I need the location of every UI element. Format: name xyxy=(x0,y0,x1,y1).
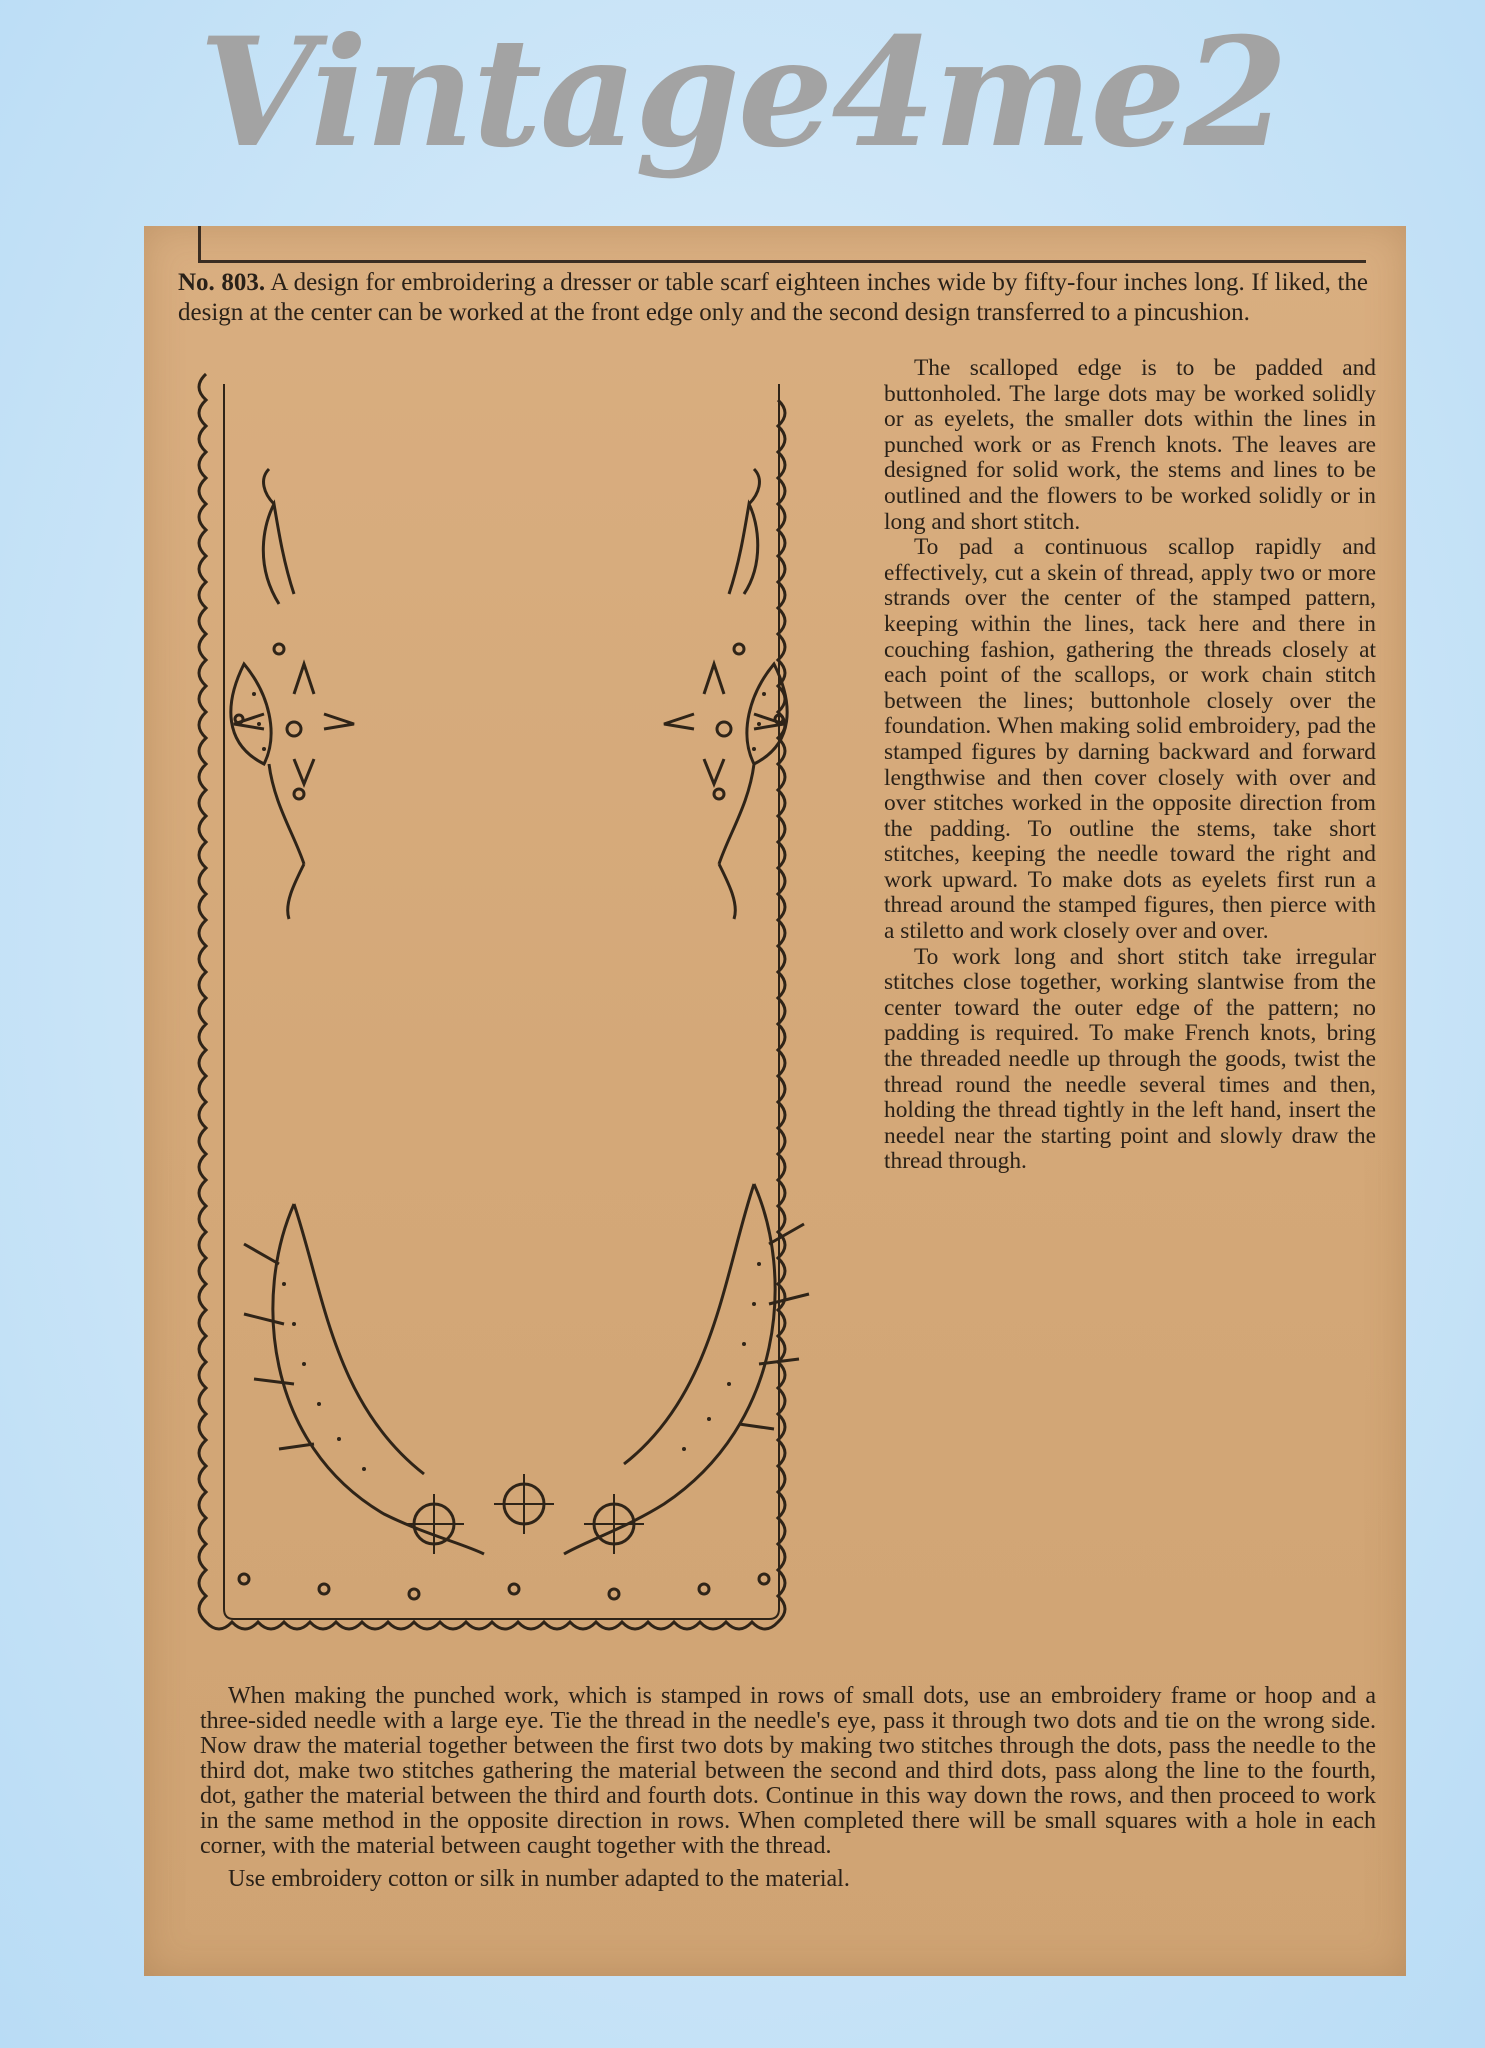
inner-border xyxy=(224,384,779,1619)
watermark-logo: Vintage4me2 xyxy=(198,5,1287,181)
clipping-page xyxy=(144,226,1406,1976)
intro-paragraph xyxy=(178,268,1368,328)
pattern-number: No. 803. xyxy=(178,269,266,296)
instruction-paragraph: The scalloped edge is to be padded and buttonholed. The large dots may be worked solidly or as eyelets, the smaller dots within the lines in punched work or as French knots. The leaves are designed for solid work, the stems and lines to be outlined and the flowers to be worked solidly or in long and short stitch. xyxy=(884,355,1376,535)
instruction-paragraph: To work long and short stitch take irregular stitches close together, working slantwise from the center toward the outer edge of the pattern; no padding is required. To make French knots, bring the threaded needle up through the goods, twist the thread round the needle several times and then, holding the thread tightly in the left hand, insert the needel near the starting point and slowly draw the thread through. xyxy=(884,943,1376,1175)
punched-work-section xyxy=(200,1684,1376,1892)
frame-edge xyxy=(198,226,1366,263)
floral-motif-right xyxy=(664,469,787,919)
intro-text: A design for embroidering a dresser or table scarf eighteen inches wide by fifty-four inches long. If liked, the design at the center can be worked at the front edge only and the second design transferred to a pincushion. xyxy=(178,269,1368,326)
materials-note: Use embroidery cotton or silk in number adapted to the material. xyxy=(228,1866,850,1892)
scalloped-border xyxy=(199,374,785,1629)
instruction-paragraph: To pad a continuous scallop rapidly and effectively, cut a skein of thread, apply two or more strands over the center of the stamped pattern, keeping within the lines, tack here and there in couching fashion, gathering the threads closely at each point of the scallops, or work chain stitch between the lines; buttonhole closely over the foundation. When making solid embroidery, pad the stamped figures by darning backward and forward lengthwise and then cover closely with over and over stitches worked in the opposite direction from the padding. To outline the stems, take short stitches, keeping the needle toward the right and work upward. To make dots as eyelets first run a thread around the stamped figures, then pierce with a stiletto and work closely over and over. xyxy=(884,534,1376,945)
floral-motif-left xyxy=(231,469,354,919)
punched-dots xyxy=(252,692,766,1471)
scarf-embroidery-design xyxy=(184,364,864,1664)
bottom-scroll-motif xyxy=(239,1184,809,1599)
instructions-column xyxy=(884,356,1376,1175)
punched-work-paragraph: When making the punched work, which is stamped in rows of small dots, use an embroidery frame or hoop and a three-sided needle with a large eye. Tie the thread in the needle's eye, pass it through two dots and tie on the wrong side. Now draw the material together between the first two dots by making two stitches through the dots, pass the needle to the third dot, make two stitches gathering the material between the second and third dots, pass along the line to the fourth, dot, gather the material between the third and fourth dots. Continue in this way down the rows, and then proceed to work in the same method in the opposite direction in rows. When completed there will be small squares with a hole in each corner, with the material between caught together with the thread. xyxy=(200,1683,1376,1859)
